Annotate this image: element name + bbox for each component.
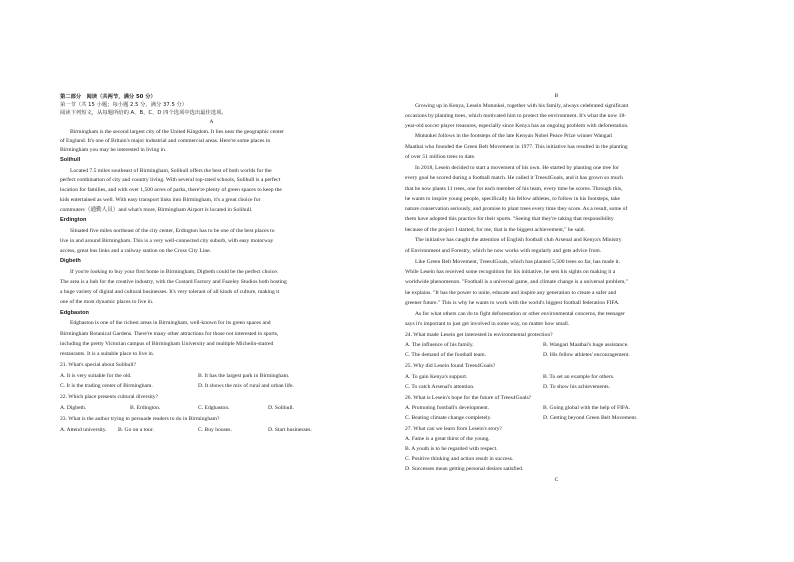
option-d: D. To show his achievements. — [543, 384, 610, 390]
paragraph-line: of over 51 million trees to date. — [405, 154, 476, 160]
passage-c-label: C — [554, 477, 559, 483]
solihull-line: commuters（通勤人员）and what's more, Birmingham Airport is located in Solihull. — [60, 207, 253, 213]
solihull-line: perfect combination of city and country living. With several top-rated schools, Solihull is a perfect — [60, 177, 281, 183]
edgbaston-line: Edgbaston is one of the richest areas in Birmingham, well-known for its green spaces and — [70, 320, 271, 326]
paragraph-line: says it's important to just get involved in some way, no matter how small. — [405, 321, 570, 327]
paragraph-line: nature conservation seriously, and promise to plant trees every time they score. As a result, some of — [405, 206, 628, 212]
paragraph-line: year-old soccer player treasures, especially since Kenya has an ongoing problem with deforestation. — [405, 123, 629, 129]
part-title: 第二部分 阅读（共两节，满分 50 分） — [60, 94, 156, 100]
option-d: D. Start businesses. — [268, 427, 312, 433]
solihull-line: kids entertained as well. With easy transport links into Birmingham, it's a great choice for — [60, 197, 261, 203]
option-d: D. His fellow athletes' encouragement. — [543, 352, 630, 358]
paragraph-line: While Lesein has received some recognition for his initiative, he sets his sights on making it a — [405, 269, 616, 275]
option-b: B. Wangari Maathai's huge assistance. — [543, 342, 629, 348]
edgbaston-heading: Edgbaston — [60, 310, 89, 316]
digbeth-heading: Digbeth — [60, 258, 81, 264]
option-c: C. Buy houses. — [198, 427, 232, 433]
paragraph-line: every goal he scored during a football match. He called it Trees4Goals, and it has grown so much — [405, 175, 623, 181]
option-d: D. Getting beyond Green Belt Movement. — [543, 415, 638, 421]
option-b: B. Go on a tour. — [118, 427, 154, 433]
option-d: D. Successes mean getting personal desires satisfied. — [405, 466, 524, 472]
paragraph-line: he wants to inspire young people, specifically his fellow athletes, to follow in his footsteps, take — [405, 196, 621, 202]
option-b: B. Going global with the help of FIFA. — [543, 405, 631, 411]
edgbaston-line: Birmingham Botanical Gardens. There're many other attractions for those not interested in sports, — [60, 331, 279, 337]
passage-a-label: A — [209, 119, 214, 125]
paragraph-line: Growing up in Kenya, Lesein Mutunkei, together with his family, always celebrated significant — [415, 103, 629, 109]
option-a: A. Digbeth. — [60, 405, 87, 411]
digbeth-line: a huge variety of digital and cultural businesses. It's very tolerant of all kinds of culture, making it — [60, 289, 280, 295]
paragraph-line: because of the project I started, for me, that is the biggest achievement," he said. — [405, 227, 585, 233]
digbeth-line: If you're looking to buy your first home in Birmingham, Digbeth could be the perfect choice. — [70, 269, 279, 275]
solihull-heading: Solihull — [60, 157, 81, 163]
paragraph-line: Maathai who founded the Green Belt Movement in 1977. This initiative has resulted in the planting — [405, 144, 628, 150]
paragraph-line: Mutunkei follows in the footsteps of the late Kenyan Nobel Peace Prize winner Wangari — [415, 133, 613, 139]
edgbaston-line: restaurants. It is a suitable place to live in. — [60, 351, 155, 357]
paragraph-line: of Environment and Forestry, which he now works with regularly and gets advice from. — [405, 248, 602, 254]
section-title: 第一节（共 15 小题；每小题 2.5 分，满分 37.5 分） — [60, 102, 188, 108]
paragraph-line: In 2018, Lesein decided to start a movement of his own. He started by planting one tree for — [415, 165, 619, 171]
question-stem: 24. What made Lesein get interested in environmental protection? — [405, 332, 553, 338]
intro-line: of England. It's one of Britain's major industrial and commercial areas. Here're some places in — [60, 138, 271, 144]
paragraph-line: he explains. "It has the power to unite, educate and inspire any generation to create a safer and — [405, 290, 617, 296]
erdington-heading: Erdington — [60, 217, 87, 223]
option-c: C. It is the trading center of Birmingham. — [60, 383, 153, 389]
question-stem: 23. What is the author trying to persuade readers to do in Birmingham? — [60, 416, 220, 422]
option-c: C. The demand of the football team. — [405, 352, 486, 358]
question-stem: 25. Why did Lesein found Trees4Goals? — [405, 363, 496, 369]
option-c: C. Edgbaston. — [198, 405, 230, 411]
paragraph-line: worldwide phenomenon. "Football is a universal game, and climate change is a universal problem," — [405, 279, 628, 285]
option-b: B. To set an example for others. — [543, 374, 615, 380]
paragraph-line: The initiative has caught the attention of English football club Arsenal and Kenya's Ministry — [415, 237, 622, 243]
instructions: 阅读下列短文，从每题所给的 A、B、C、D 四个选项中选出最佳选项。 — [60, 110, 227, 116]
option-a: A. Attend university. — [60, 427, 107, 433]
option-a: A. Promoting football's development. — [405, 405, 490, 411]
paragraph-line: that he now plants 11 trees, one for each member of his team, every time he scores. Through this, — [405, 186, 623, 192]
option-c: C. Positive thinking and action result in success. — [405, 456, 514, 462]
option-b: B. A youth is to be regarded with respect. — [405, 446, 498, 452]
option-c: C. To catch Arsenal's attention. — [405, 384, 475, 390]
paragraph-line: greener future." This is why he wants to work with the world's biggest football federation FIFA. — [405, 300, 620, 306]
paragraph-line: As for what others can do to fight deforestation or other environmental concerns, the teenager — [415, 311, 625, 317]
solihull-line: Located 7.5 miles southeast of Birmingham, Solihull offers the best of both worlds for the — [70, 168, 272, 174]
solihull-line: location for families, and with over 1,500 acres of parks, there're plenty of green spaces to keep the — [60, 187, 282, 193]
digbeth-line: one of the most dynamic places to live in. — [60, 299, 154, 305]
paragraph-line: occasions by planting trees, which motivated him to protect the environment. It's what the now 18- — [405, 113, 627, 119]
option-d: D. Solihull. — [268, 405, 294, 411]
intro-line: Birmingham you may be interested in living in. — [60, 147, 167, 153]
question-stem: 22. Which place presents cultural diversity? — [60, 394, 159, 400]
option-a: A. It is very suitable for the old. — [60, 373, 132, 379]
option-b: B. It has the largest park in Birmingham. — [198, 373, 290, 379]
option-d: D. It shows the mix of rural and urban life. — [198, 383, 294, 389]
option-c: C. Beating climate change completely. — [405, 415, 492, 421]
paragraph-line: Like Green Belt Movement, Trees4Goals, which has planted 5,500 trees so far, has made it. — [415, 259, 620, 265]
passage-b-label: B — [554, 93, 559, 99]
question-stem: 27. What can we learn from Lesein's story? — [405, 426, 502, 432]
erdington-line: access, great bus links and a railway station on the Cross City Line. — [60, 248, 211, 254]
option-a: A. The influence of his family. — [405, 342, 474, 348]
option-a: A. To gain Kenya's support. — [405, 374, 468, 380]
intro-line: Birmingham is the second largest city of the United Kingdom. It lies near the geographic center — [70, 129, 284, 135]
digbeth-line: The area is a hub for the creative industry, with the Custard Factory and Fazeley Studios both hosting — [60, 279, 287, 285]
erdington-line: Situated five miles northeast of the city center, Erdington has to be one of the best places to — [70, 228, 275, 234]
erdington-line: live in and around Birmingham. This is a very well-connected city suburb, with easy motorway — [60, 238, 274, 244]
question-stem: 21. What's special about Solihull? — [60, 362, 136, 368]
option-b: B. Erdington. — [130, 405, 161, 411]
question-stem: 26. What is Lesein's hope for the future of Trees4Goals? — [405, 395, 532, 401]
option-a: A. Fame is a great thirst of the young. — [405, 436, 490, 442]
edgbaston-line: including the pretty Victorian campus of Birmingham University and multiple Michelin-starred — [60, 341, 274, 347]
paragraph-line: them have adopted this practice for their sports. "Seeing that they're taking that responsibility — [405, 216, 614, 222]
